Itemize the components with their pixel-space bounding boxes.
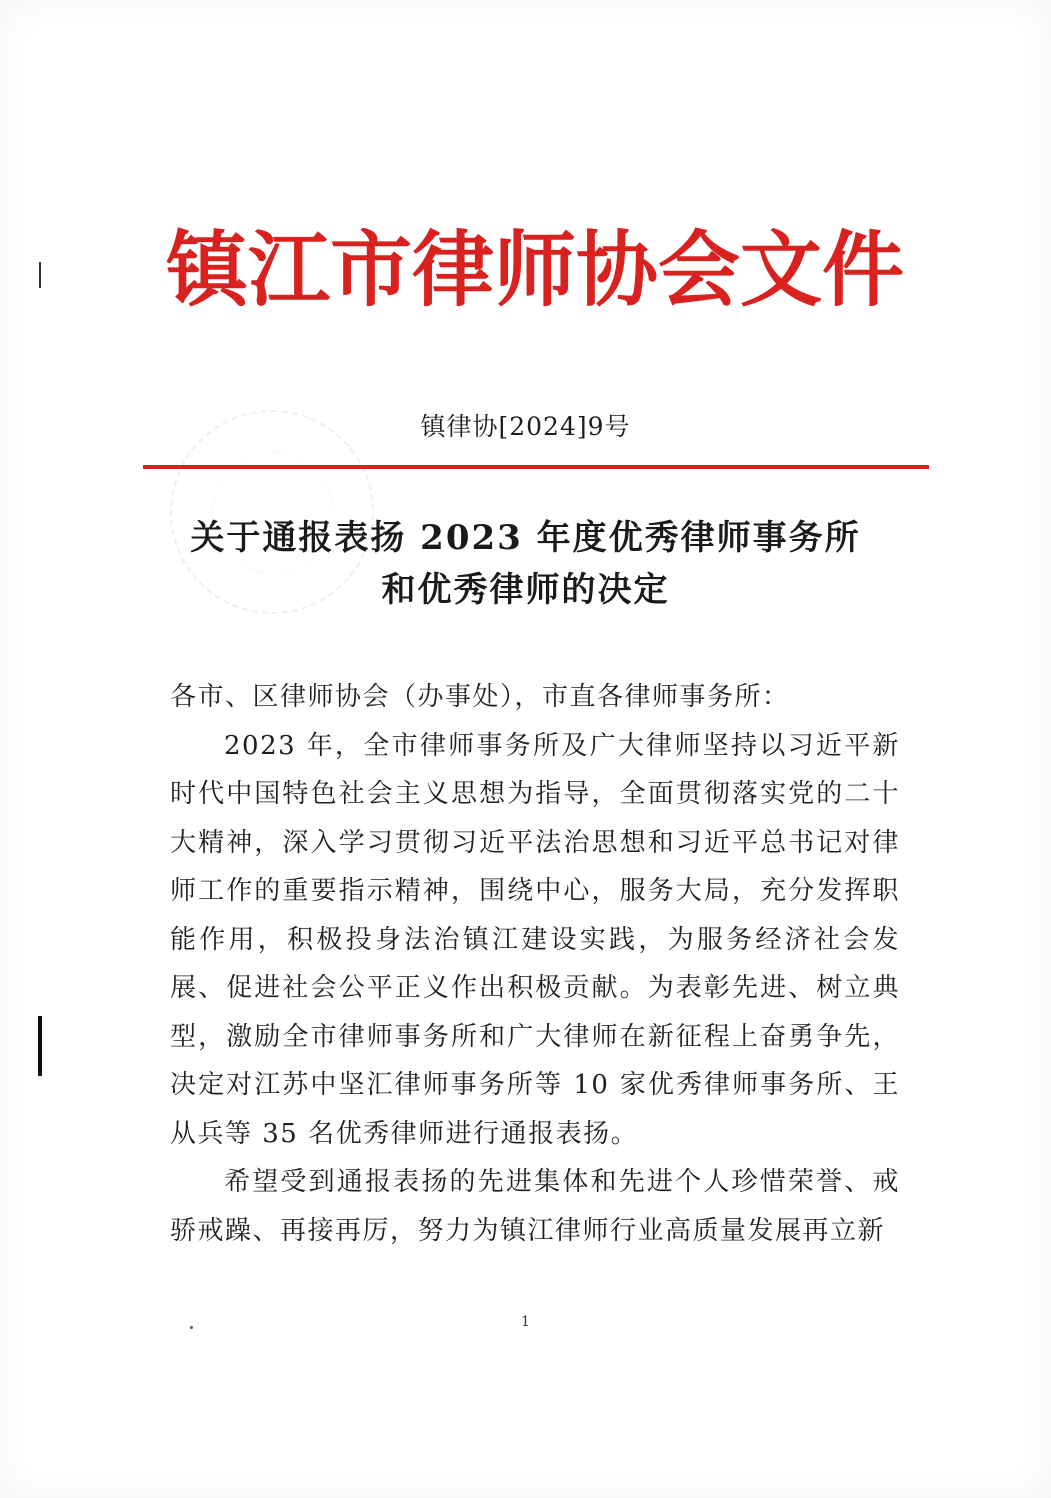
document-title: [0, 512, 1051, 616]
salutation: 各市、区律师协会（办事处），市直各律师事务所：: [170, 682, 790, 712]
body-paragraph-2: 希望受到通报表扬的先进集体和先进个人珍惜荣誉、戒骄戒躁、再接再厉，努力为镇江律师行业高质量发展再立新: [170, 1167, 900, 1246]
scan-mark: [38, 1016, 42, 1076]
document-header-title: 镇江市律师协会文件: [165, 222, 904, 318]
body-paragraph-1: 2023 年，全市律师事务所及广大律师坚持以习近平新时代中国特色社会主义思想为指导，全面贯彻落实党的二十大精神，深入学习贯彻习近平法治思想和习近平总书记对律师工作的重要指示精神，围绕中心，服务大局，充分发挥职能作用，积极投身法治镇江建设实践，为服务经济社会发展、促进社会公平正义作出积极贡献。为表彰先进、树立典型，激励全市律师事务所和广大律师在新征程上奋勇争先，决定对江苏中坚汇律师事务所等 10 家优秀律师事务所、王从兵等 35 名优秀律师进行通报表扬。: [170, 730, 900, 1149]
document-body: [170, 673, 900, 1255]
document-number: 镇律协[2024]9号: [420, 412, 631, 441]
scan-mark: [39, 262, 41, 288]
document-title-line-2: 和优秀律师的决定: [381, 570, 670, 610]
page-number: 1: [521, 1314, 530, 1330]
document-title-line-1: 关于通报表扬 2023 年度优秀律师事务所: [190, 518, 861, 558]
red-divider-line: [143, 465, 929, 469]
